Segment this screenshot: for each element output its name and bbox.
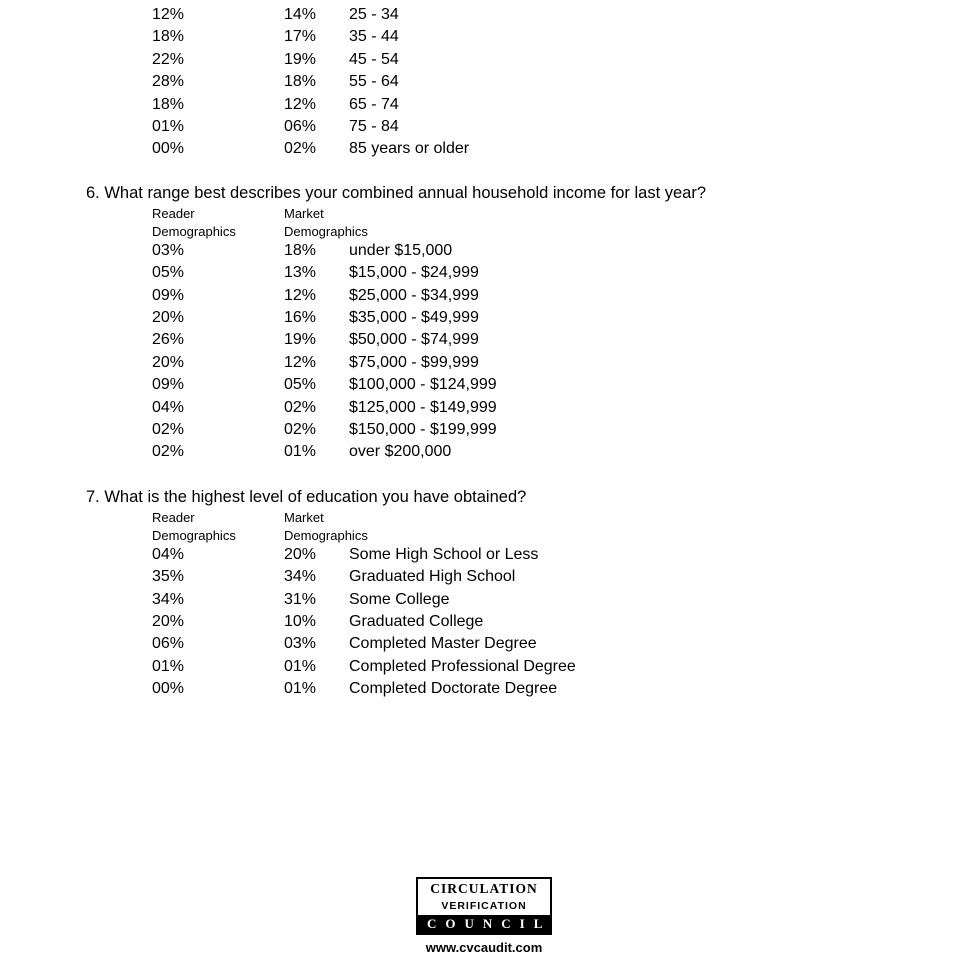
market-value: 02% [284,399,317,416]
market-header: Market [284,510,324,525]
range-label: 35 - 44 [349,28,399,45]
range-label: under $15,000 [349,242,453,259]
logo-council: COUNCIL [427,916,552,931]
table-row [0,441,960,463]
market-value: 12% [284,354,317,371]
table-row [0,633,960,655]
range-label: 55 - 64 [349,73,399,90]
table-row [0,285,960,307]
reader-value: 22% [152,51,185,68]
reader-value: 12% [152,6,185,23]
market-value: 34% [284,568,317,585]
market-value: 12% [284,96,317,113]
market-value: 12% [284,287,317,304]
market-value: 06% [284,118,317,135]
market-value: 05% [284,376,317,393]
range-label: $100,000 - $124,999 [349,376,497,393]
education-label: Graduated College [349,613,484,630]
reader-header-sub: Demographics [152,528,236,543]
range-label: 85 years or older [349,140,470,157]
reader-value: 34% [152,591,185,608]
range-label: over $200,000 [349,443,452,460]
table-row [0,374,960,396]
range-label: $75,000 - $99,999 [349,354,479,371]
range-label: $125,000 - $149,999 [349,399,497,416]
table-row [0,94,960,116]
reader-value: 09% [152,287,185,304]
market-value: 20% [284,546,317,563]
market-value: 02% [284,421,317,438]
range-label: $25,000 - $34,999 [349,287,479,304]
reader-value: 00% [152,140,185,157]
reader-value: 06% [152,635,185,652]
reader-value: 20% [152,309,185,326]
table-row [0,656,960,678]
question-heading: 6. What range best describes your combined annual household income for last year? [86,184,707,202]
reader-value: 00% [152,680,185,697]
reader-value: 09% [152,376,185,393]
reader-value: 02% [152,443,185,460]
reader-value: 04% [152,399,185,416]
reader-value: 01% [152,658,185,675]
reader-value: 01% [152,118,185,135]
table-row [0,49,960,71]
range-label: $35,000 - $49,999 [349,309,479,326]
footer-url: www.cvcaudit.com [425,940,543,955]
reader-value: 20% [152,354,185,371]
range-label: 65 - 74 [349,96,399,113]
cvc-logo [416,877,552,935]
reader-value: 28% [152,73,185,90]
market-header: Market [284,206,324,221]
table-row [0,4,960,26]
education-label: Some High School or Less [349,546,539,563]
education-label: Some College [349,591,450,608]
table-row [0,116,960,138]
market-value: 14% [284,6,317,23]
range-label: 45 - 54 [349,51,399,68]
range-label: 75 - 84 [349,118,399,135]
table-row [0,419,960,441]
education-label: Completed Professional Degree [349,658,576,675]
table-row [0,566,960,588]
market-value: 31% [284,591,317,608]
market-header-sub: Demographics [284,224,368,239]
reader-value: 35% [152,568,185,585]
reader-value: 05% [152,264,185,281]
reader-value: 03% [152,242,185,259]
range-label: $15,000 - $24,999 [349,264,479,281]
reader-value: 20% [152,613,185,630]
market-value: 01% [284,680,317,697]
table-row [0,240,960,262]
market-value: 03% [284,635,317,652]
table-row [0,352,960,374]
education-label: Completed Doctorate Degree [349,680,558,697]
reader-value: 18% [152,28,185,45]
market-value: 18% [284,73,317,90]
market-value: 13% [284,264,317,281]
table-row [0,26,960,48]
range-label: $150,000 - $199,999 [349,421,497,438]
market-header-sub: Demographics [284,528,368,543]
market-value: 19% [284,331,317,348]
market-value: 10% [284,613,317,630]
table-row [0,611,960,633]
reader-header: Reader [152,510,195,525]
logo-circulation: CIRCULATION [430,881,538,896]
table-row [0,138,960,160]
education-label: Graduated High School [349,568,516,585]
table-row [0,678,960,700]
range-label: 25 - 34 [349,6,399,23]
reader-value: 04% [152,546,185,563]
logo-verification: VERIFICATION [441,900,527,912]
market-value: 01% [284,443,317,460]
reader-header-sub: Demographics [152,224,236,239]
table-row [0,544,960,566]
market-value: 02% [284,140,317,157]
market-value: 18% [284,242,317,259]
reader-value: 02% [152,421,185,438]
market-value: 19% [284,51,317,68]
reader-value: 26% [152,331,185,348]
table-row [0,329,960,351]
table-row [0,307,960,329]
market-value: 17% [284,28,317,45]
reader-value: 18% [152,96,185,113]
range-label: $50,000 - $74,999 [349,331,479,348]
market-value: 01% [284,658,317,675]
table-row [0,262,960,284]
table-row [0,71,960,93]
reader-header: Reader [152,206,195,221]
table-row [0,397,960,419]
question-heading: 7. What is the highest level of education you have obtained? [86,488,527,506]
market-value: 16% [284,309,317,326]
education-label: Completed Master Degree [349,635,537,652]
table-row [0,589,960,611]
